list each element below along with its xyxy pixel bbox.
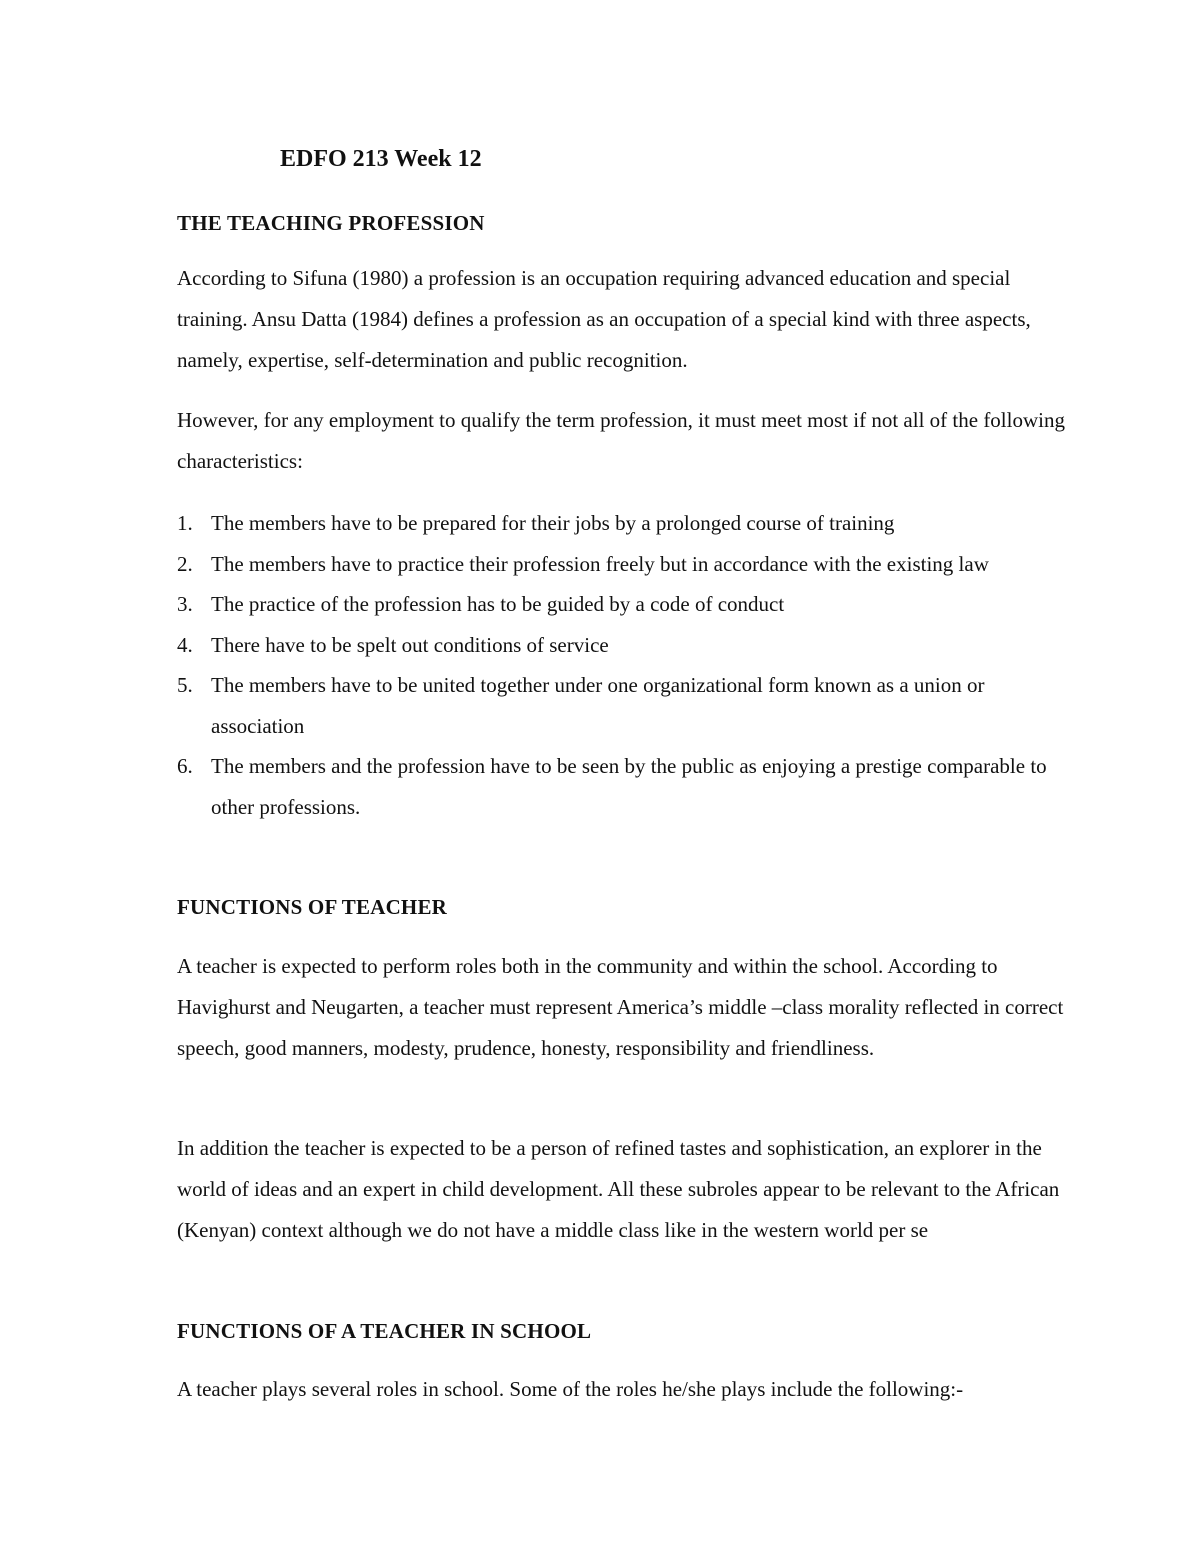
list-item (177, 584, 1077, 625)
list-item-text: The members have to be united together under one organizational form known as a union or association (211, 673, 985, 738)
list-item (177, 544, 1077, 585)
list-item-text: The members have to be prepared for their jobs by a prolonged course of training (211, 511, 895, 535)
list-item-text: The members have to practice their profession freely but in accordance with the existing law (211, 551, 989, 576)
list-item-number: 2. (177, 551, 193, 576)
paragraph-profession-definition: According to Sifuna (1980) a profession is an occupation requiring advanced education and special training. Ansu Datta (1984) defines a profession as an occupation of a special kind with three aspects, namely, expertise, self-determination and public recognition. (177, 266, 1031, 372)
paragraph-school-roles-intro: A teacher plays several roles in school. Some of the roles he/she plays include the following:- (177, 1377, 964, 1401)
list-item-number: 1. (177, 511, 193, 535)
list-item (177, 665, 1077, 746)
list-item-text: There have to be spelt out conditions of service (211, 632, 609, 657)
section-heading-functions-of-teacher: FUNCTIONS OF TEACHER (177, 895, 448, 919)
list-item-number: 5. (177, 673, 193, 697)
section-heading-teaching-profession: THE TEACHING PROFESSION (177, 211, 485, 235)
list-item-text: The practice of the profession has to be guided by a code of conduct (211, 592, 785, 616)
list-item (177, 503, 1077, 544)
list-item (177, 746, 1077, 827)
list-item-text: The members and the profession have to be seen by the public as enjoying a prestige comparable to other professions. (211, 754, 1047, 819)
paragraph-teacher-roles: A teacher is expected to perform roles both in the community and within the school. According to Havighurst and Neugarten, a teacher must represent America’s middle –class morality reflected in correct speech, good manners, modesty, prudence, honesty, responsibility and friendliness. (177, 954, 1064, 1060)
paragraph-characteristics-intro: However, for any employment to qualify the term profession, it must meet most if not all of the following characteristics: (177, 408, 1065, 473)
list-item (177, 625, 1077, 666)
characteristics-list (177, 503, 1077, 827)
paragraph-teacher-subroles: In addition the teacher is expected to be a person of refined tastes and sophistication, an explorer in the world of ideas and an expert in child development. All these subroles appear to be relevant to the African (Kenyan) context although we do not have a middle class like in the western world per se (177, 1136, 1060, 1242)
list-item-number: 6. (177, 754, 193, 778)
list-item-number: 4. (177, 632, 193, 657)
document-title: EDFO 213 Week 12 (280, 146, 482, 172)
list-item-number: 3. (177, 592, 193, 616)
section-heading-functions-in-school: FUNCTIONS OF A TEACHER IN SCHOOL (177, 1319, 592, 1343)
